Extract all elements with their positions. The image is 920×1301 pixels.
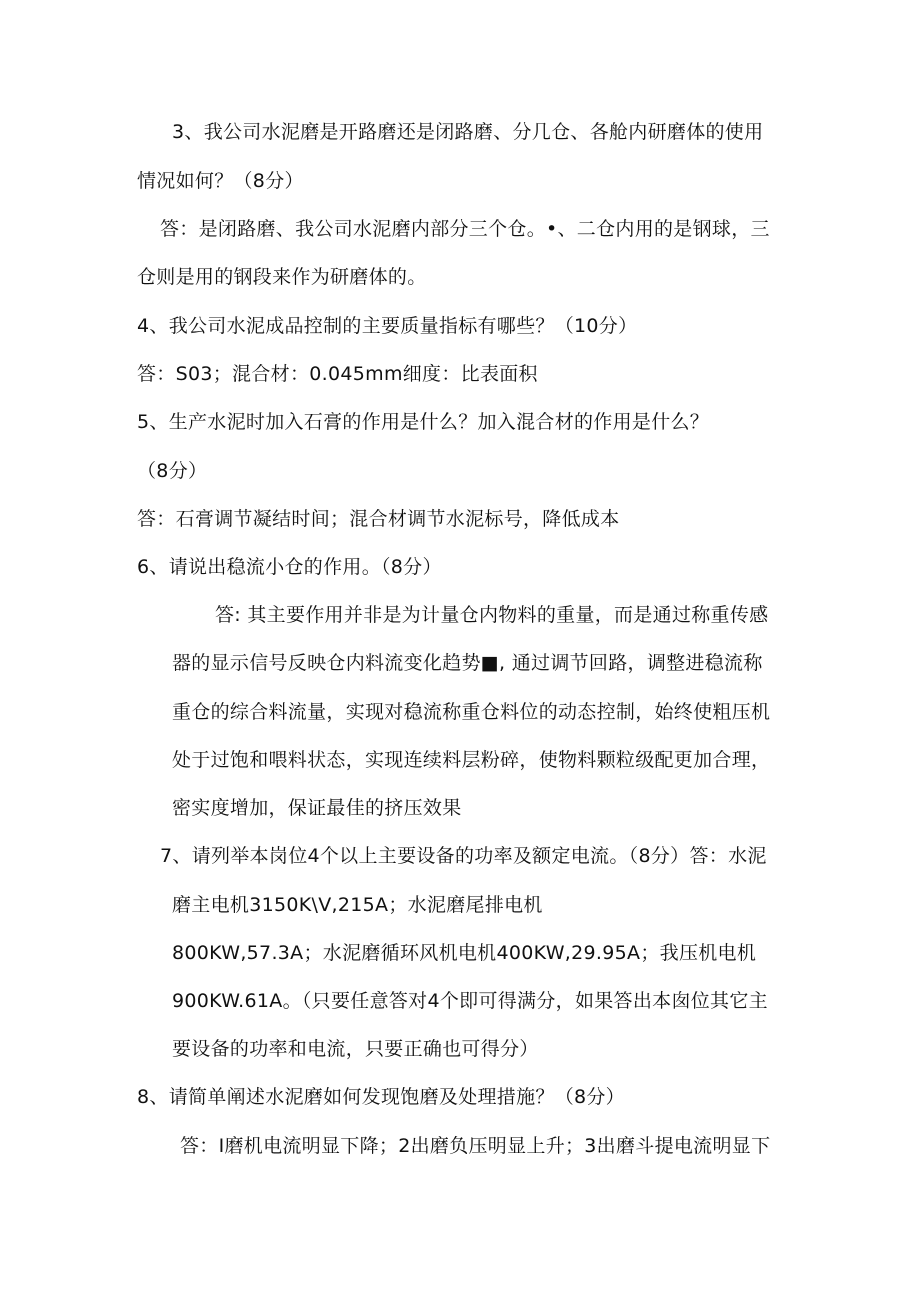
answer-6-line-2: 器的显示信号反映仓内料流变化趋势■, 通过调节回路，调整进稳流称 — [172, 652, 763, 674]
answer-7-line-3: 900KW.61A。（只要任意答对4个即可得满分，如果答出本囱位其它主 — [172, 990, 768, 1012]
answer-6-line-4: 处于过饱和喂料状态，实现连续料层粉碎，使物料颗粒级配更加合理， — [172, 749, 771, 771]
answer-6-line-3: 重仓的综合料流量，实现对稳流称重仓料位的动态控制，始终使粗压机 — [172, 701, 771, 723]
question-4: 4、我公司水泥成品控制的主要质量指标有哪些？（10分） — [137, 315, 638, 337]
answer-3-line-2: 仓则是用的钢段来作为研磨体的。 — [137, 266, 427, 288]
answer-3-line-1: 答：是闭路磨、我公司水泥磨内部分三个仓。•、二仓内用的是钢球，三 — [160, 218, 770, 240]
question-7-line-1: 7、请列举本岗位4个以上主要设备的功率及额定电流。（8分）答：水泥 — [160, 845, 767, 867]
answer-7-line-4: 要设备的功率和电流，只要正确也可得分） — [172, 1038, 539, 1060]
answer-5: 答：石膏调节凝结时间；混合材调节水泥标号，降低成本 — [137, 508, 620, 530]
question-3-line-1: 3、我公司水泥磨是开路磨还是闭路磨、分几仓、各舱内研磨体的使用 — [172, 121, 764, 143]
question-5-line-2: （8分） — [137, 460, 208, 482]
question-6: 6、请说出稳流小仓的作用。（8分） — [137, 556, 442, 578]
question-5-line-1: 5、生产水泥时加入石膏的作用是什么？加入混合材的作用是什么？ — [137, 411, 710, 433]
answer-8-line-1: 答：I磨机电流明显下降；2出磨负压明显上升；3出磨斗提电流明显下 — [180, 1135, 771, 1157]
answer-6-line-5: 密实度增加，保证最佳的挤压效果 — [172, 797, 462, 819]
answer-7-line-1: 磨主电机3150K\V,215A；水泥磨尾排电机 — [172, 894, 543, 916]
answer-7-line-2: 800KW,57.3A；水泥磨循环风机电机400KW,29.95A；我压机电机 — [172, 942, 757, 964]
answer-4: 答：S03；混合材：0.045mm细度：比表面积 — [137, 363, 538, 385]
question-3-line-2: 情况如何？（8分） — [137, 170, 304, 192]
answer-6-line-1: 答: 其主要作用并非是为计量仓内物料的重量，而是通过称重传感 — [215, 604, 769, 626]
question-8: 8、请简单阐述水泥磨如何发现饱磨及处理措施？（8分） — [137, 1086, 625, 1108]
